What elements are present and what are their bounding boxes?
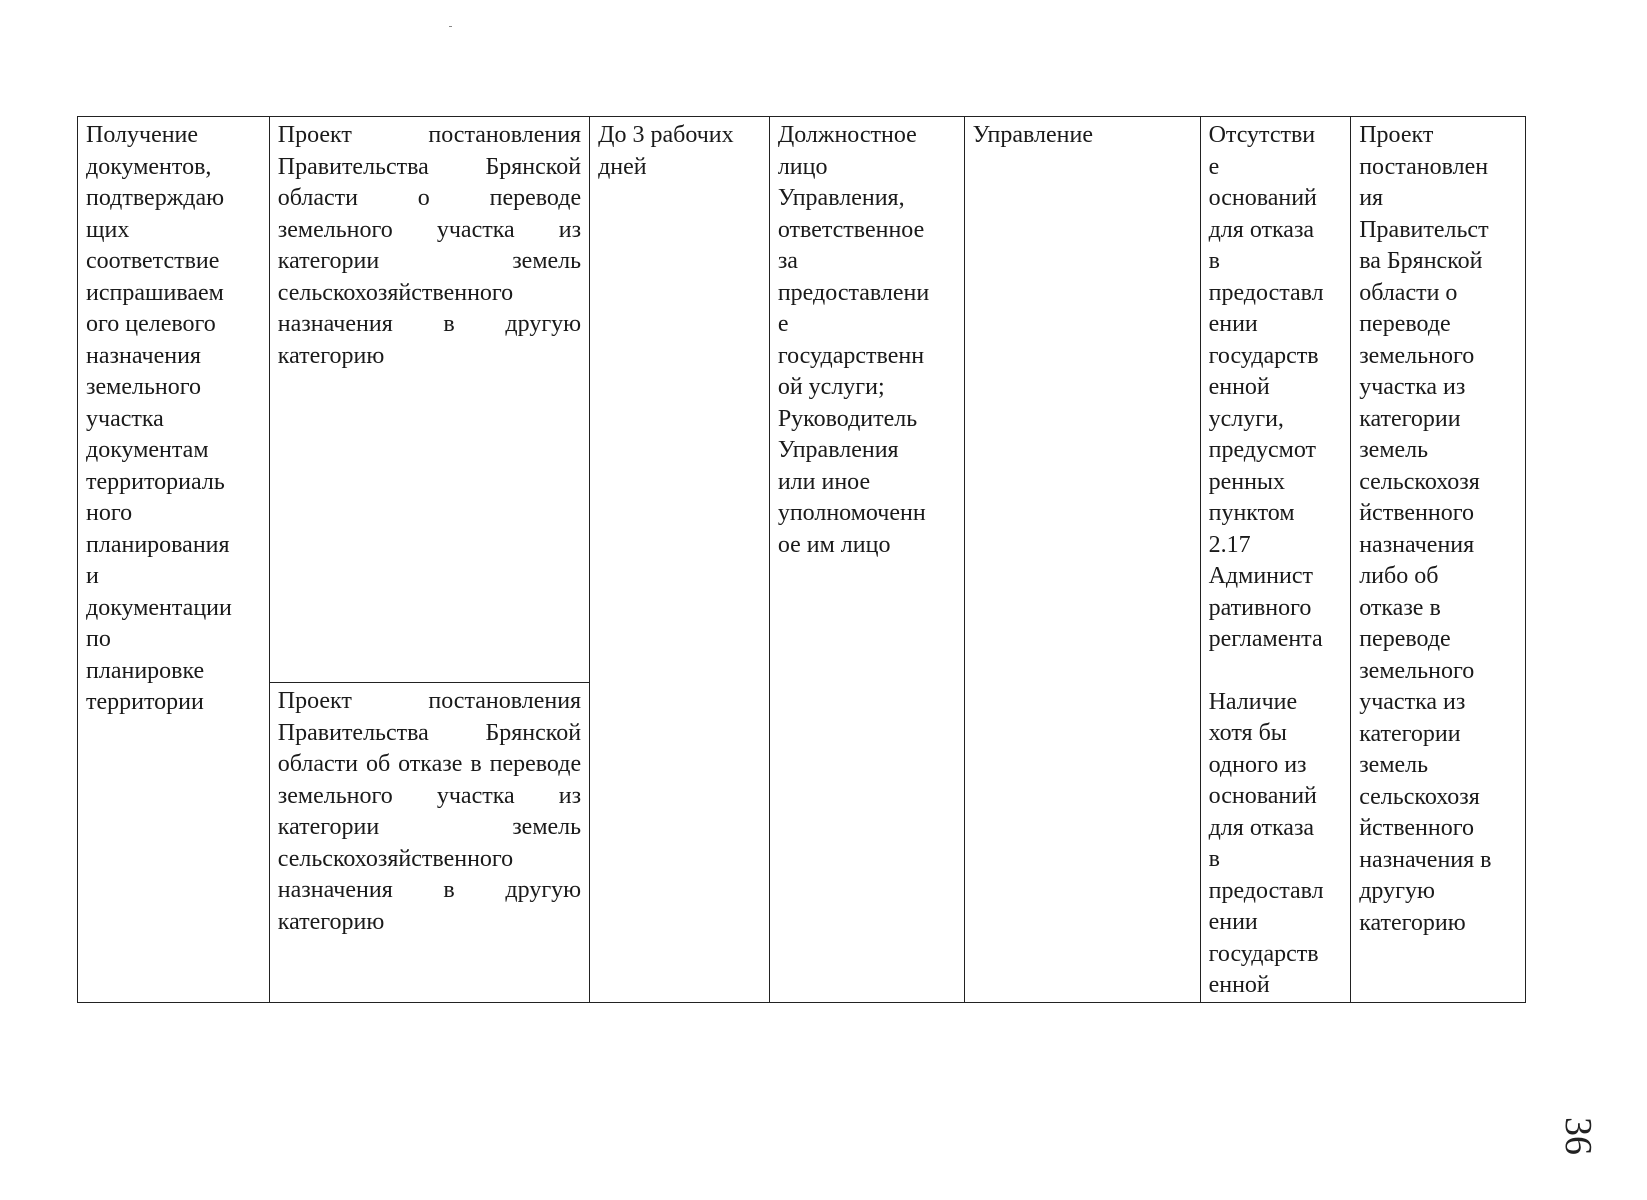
result-top-text: Проект постановления Правительства Брянской области о переводе земельного участка из категории земель сельскохозяйственного назначения в другую категорию bbox=[277, 122, 582, 369]
executor-cell bbox=[964, 117, 1200, 1003]
page-number: 36 bbox=[1557, 1117, 1599, 1155]
procedure-table bbox=[77, 116, 1526, 1003]
executor-text: Управление bbox=[972, 122, 1093, 148]
result-bottom-text: Проект постановления Правительства Брянской области об отказе в переводе земельного участка из категории земель сельскохозяйственного назначения в другую категорию bbox=[277, 688, 582, 935]
official-cell bbox=[769, 117, 964, 1003]
output-text: Проект постановлен ия Правительст ва Брянской области о переводе земельного участка из категории земель сельскохозя йственного назначения либо об отказе в переводе земельного участка из категории земель сельскохозя йственного назначения в другую категорию bbox=[1359, 122, 1492, 936]
criteria-text-1: Отсутстви е оснований для отказа в предоставл ении государств енной услуги, предусмот ренных пунктом 2.17 Админист ративного регламента bbox=[1208, 122, 1324, 652]
term-cell bbox=[590, 117, 770, 1003]
output-cell bbox=[1351, 117, 1526, 1003]
result-bottom-cell bbox=[269, 683, 589, 1003]
criteria-cell bbox=[1200, 117, 1351, 1003]
criteria-text-2: Наличие хотя бы одного из оснований для отказа в предоставл ении государств енной bbox=[1208, 688, 1324, 998]
step-cell bbox=[78, 117, 270, 1003]
official-text: Должностное лицо Управления, ответственное за предоставлени е государственн ой услуги; Руководитель Управления или иное уполномоченн ое им лицо bbox=[777, 122, 930, 558]
result-top-cell bbox=[269, 117, 589, 683]
step-text: Получение документов, подтверждаю щих соответствие испрашиваем ого целевого назначения земельного участка документам территориаль ного планирования и документации по планировке территории bbox=[86, 122, 232, 715]
scan-artifact bbox=[449, 26, 452, 27]
term-text: До 3 рабочих дней bbox=[598, 122, 734, 180]
